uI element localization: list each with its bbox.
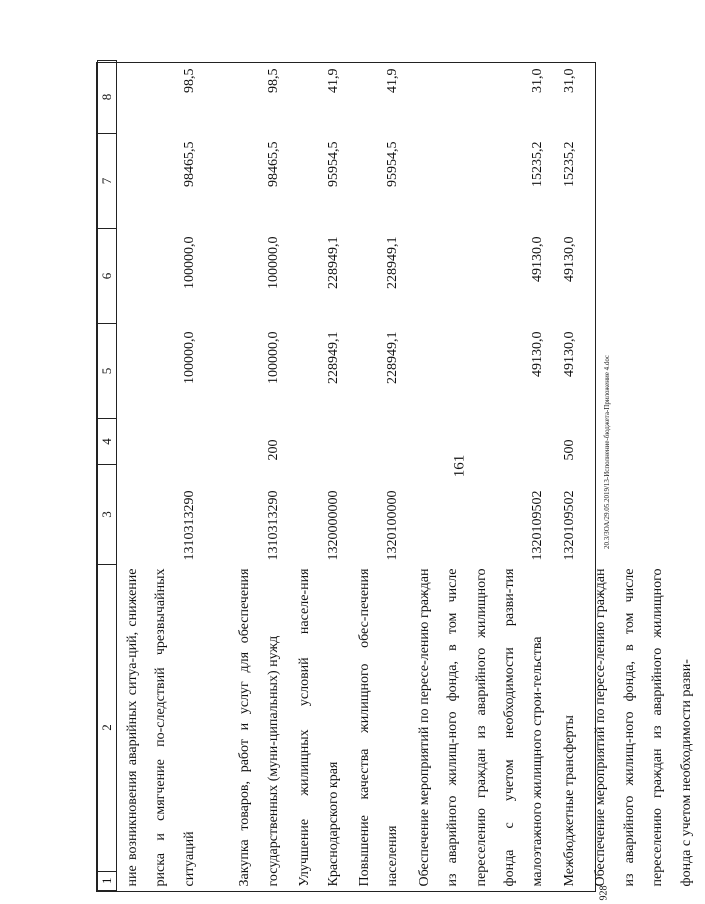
row-col5: 49130,0 [561,331,577,377]
row-col7: 98465,5 [181,141,197,187]
header-cell-col4: 4 [98,419,117,465]
row-name: Обеспечение мероприятий по пересе-лению граждан из аварийного жилищ-ного фонда, в том числе переселению граждан из аварийного жилищного фонда с учетом необходимости разви-тия малоэтажного жилищного строи-тельства [416,568,546,887]
table-row [585,61,705,891]
row-col5: 100000,0 [265,331,281,384]
row-col8: 41,9 [325,68,341,93]
row-code: 1320000000 [325,490,341,561]
row-vr [289,419,349,465]
header-cell-col5: 5 [98,324,117,419]
row-col5 [585,324,705,419]
row-name: Повышение качества жилищного обес-печения населения [357,568,401,887]
page-number: 161 [451,454,468,478]
table-row [349,61,409,891]
file-label: 20.3/ЗОА/29.05.2019/13-Исполнение-бюджета-Приложение 4.doc [603,355,611,549]
row-name: Закупка товаров, работ и услуг для обеспечения государственных (муни-ципальных) нужд [237,568,281,887]
table-row [205,61,289,891]
row-name: Улучшение жилищных условий населе-ния Краснодарского края [297,568,341,887]
table-row [554,61,585,891]
row-col7: 15235,2 [561,141,577,187]
header-cell-col2 [98,565,117,891]
row-col6 [585,229,705,324]
row-code: 1320109502 [530,490,546,561]
header-divider [98,871,116,872]
row-code: 1320109502 [561,490,577,561]
row-col5: 100000,0 [181,331,197,384]
row-col7: 15235,2 [530,141,546,187]
row-col8: 31,0 [530,68,546,93]
row-col6: 228949,1 [325,236,341,289]
row-col5: 228949,1 [385,331,401,384]
row-vr [409,419,554,465]
row-name: ние возникновения аварийных ситуа-ций, снижение риска и смягчение по-следствий чрезвычайных ситуаций [125,568,197,887]
row-vr: 200 [265,439,281,461]
header-cell-col7: 7 [98,134,117,229]
row-col5: 228949,1 [325,331,341,384]
row-col8: 98,5 [265,68,281,93]
row-vr [117,419,206,465]
row-vr: 500 [561,439,577,461]
table-row [117,61,206,891]
bottom-page-number: 928 [598,885,610,901]
row-col6: 49130,0 [530,236,546,282]
row-vr [585,419,705,465]
header-cell-col3: 3 [98,465,117,565]
row-col8: 98,5 [181,68,197,93]
header-col1-label: 1 [99,877,114,884]
row-col5: 49130,0 [530,331,546,377]
header-row [98,61,117,891]
row-col6: 100000,0 [265,236,281,289]
row-col7: 98465,5 [265,141,281,187]
header-cell-col6: 6 [98,229,117,324]
row-code: 1320100000 [385,490,401,561]
row-vr [349,419,409,465]
row-col8 [585,61,705,134]
table-row [289,61,349,891]
row-col7 [585,134,705,229]
row-col7: 95954,5 [385,141,401,187]
table-row [409,61,554,891]
row-col7: 95954,5 [325,141,341,187]
row-code: 1310313290 [265,490,281,561]
row-col8: 41,9 [385,68,401,93]
row-code [585,465,705,565]
header-cell-col8: 8 [98,61,117,134]
header-col2-label: 2 [99,724,114,731]
row-name: Межбюджетные трансферты [561,715,577,887]
row-name: Обеспечение мероприятий по пересе-лению граждан из аварийного жилищ-ного фонда, в том числе переселению граждан из аварийного жилищного фонда с учетом необходимости разви- [593,568,694,887]
row-col6: 228949,1 [385,236,401,289]
row-col6: 49130,0 [561,236,577,282]
row-code: 1310313290 [181,490,197,561]
row-col8: 31,0 [561,68,577,93]
row-col6: 100000,0 [181,236,197,289]
